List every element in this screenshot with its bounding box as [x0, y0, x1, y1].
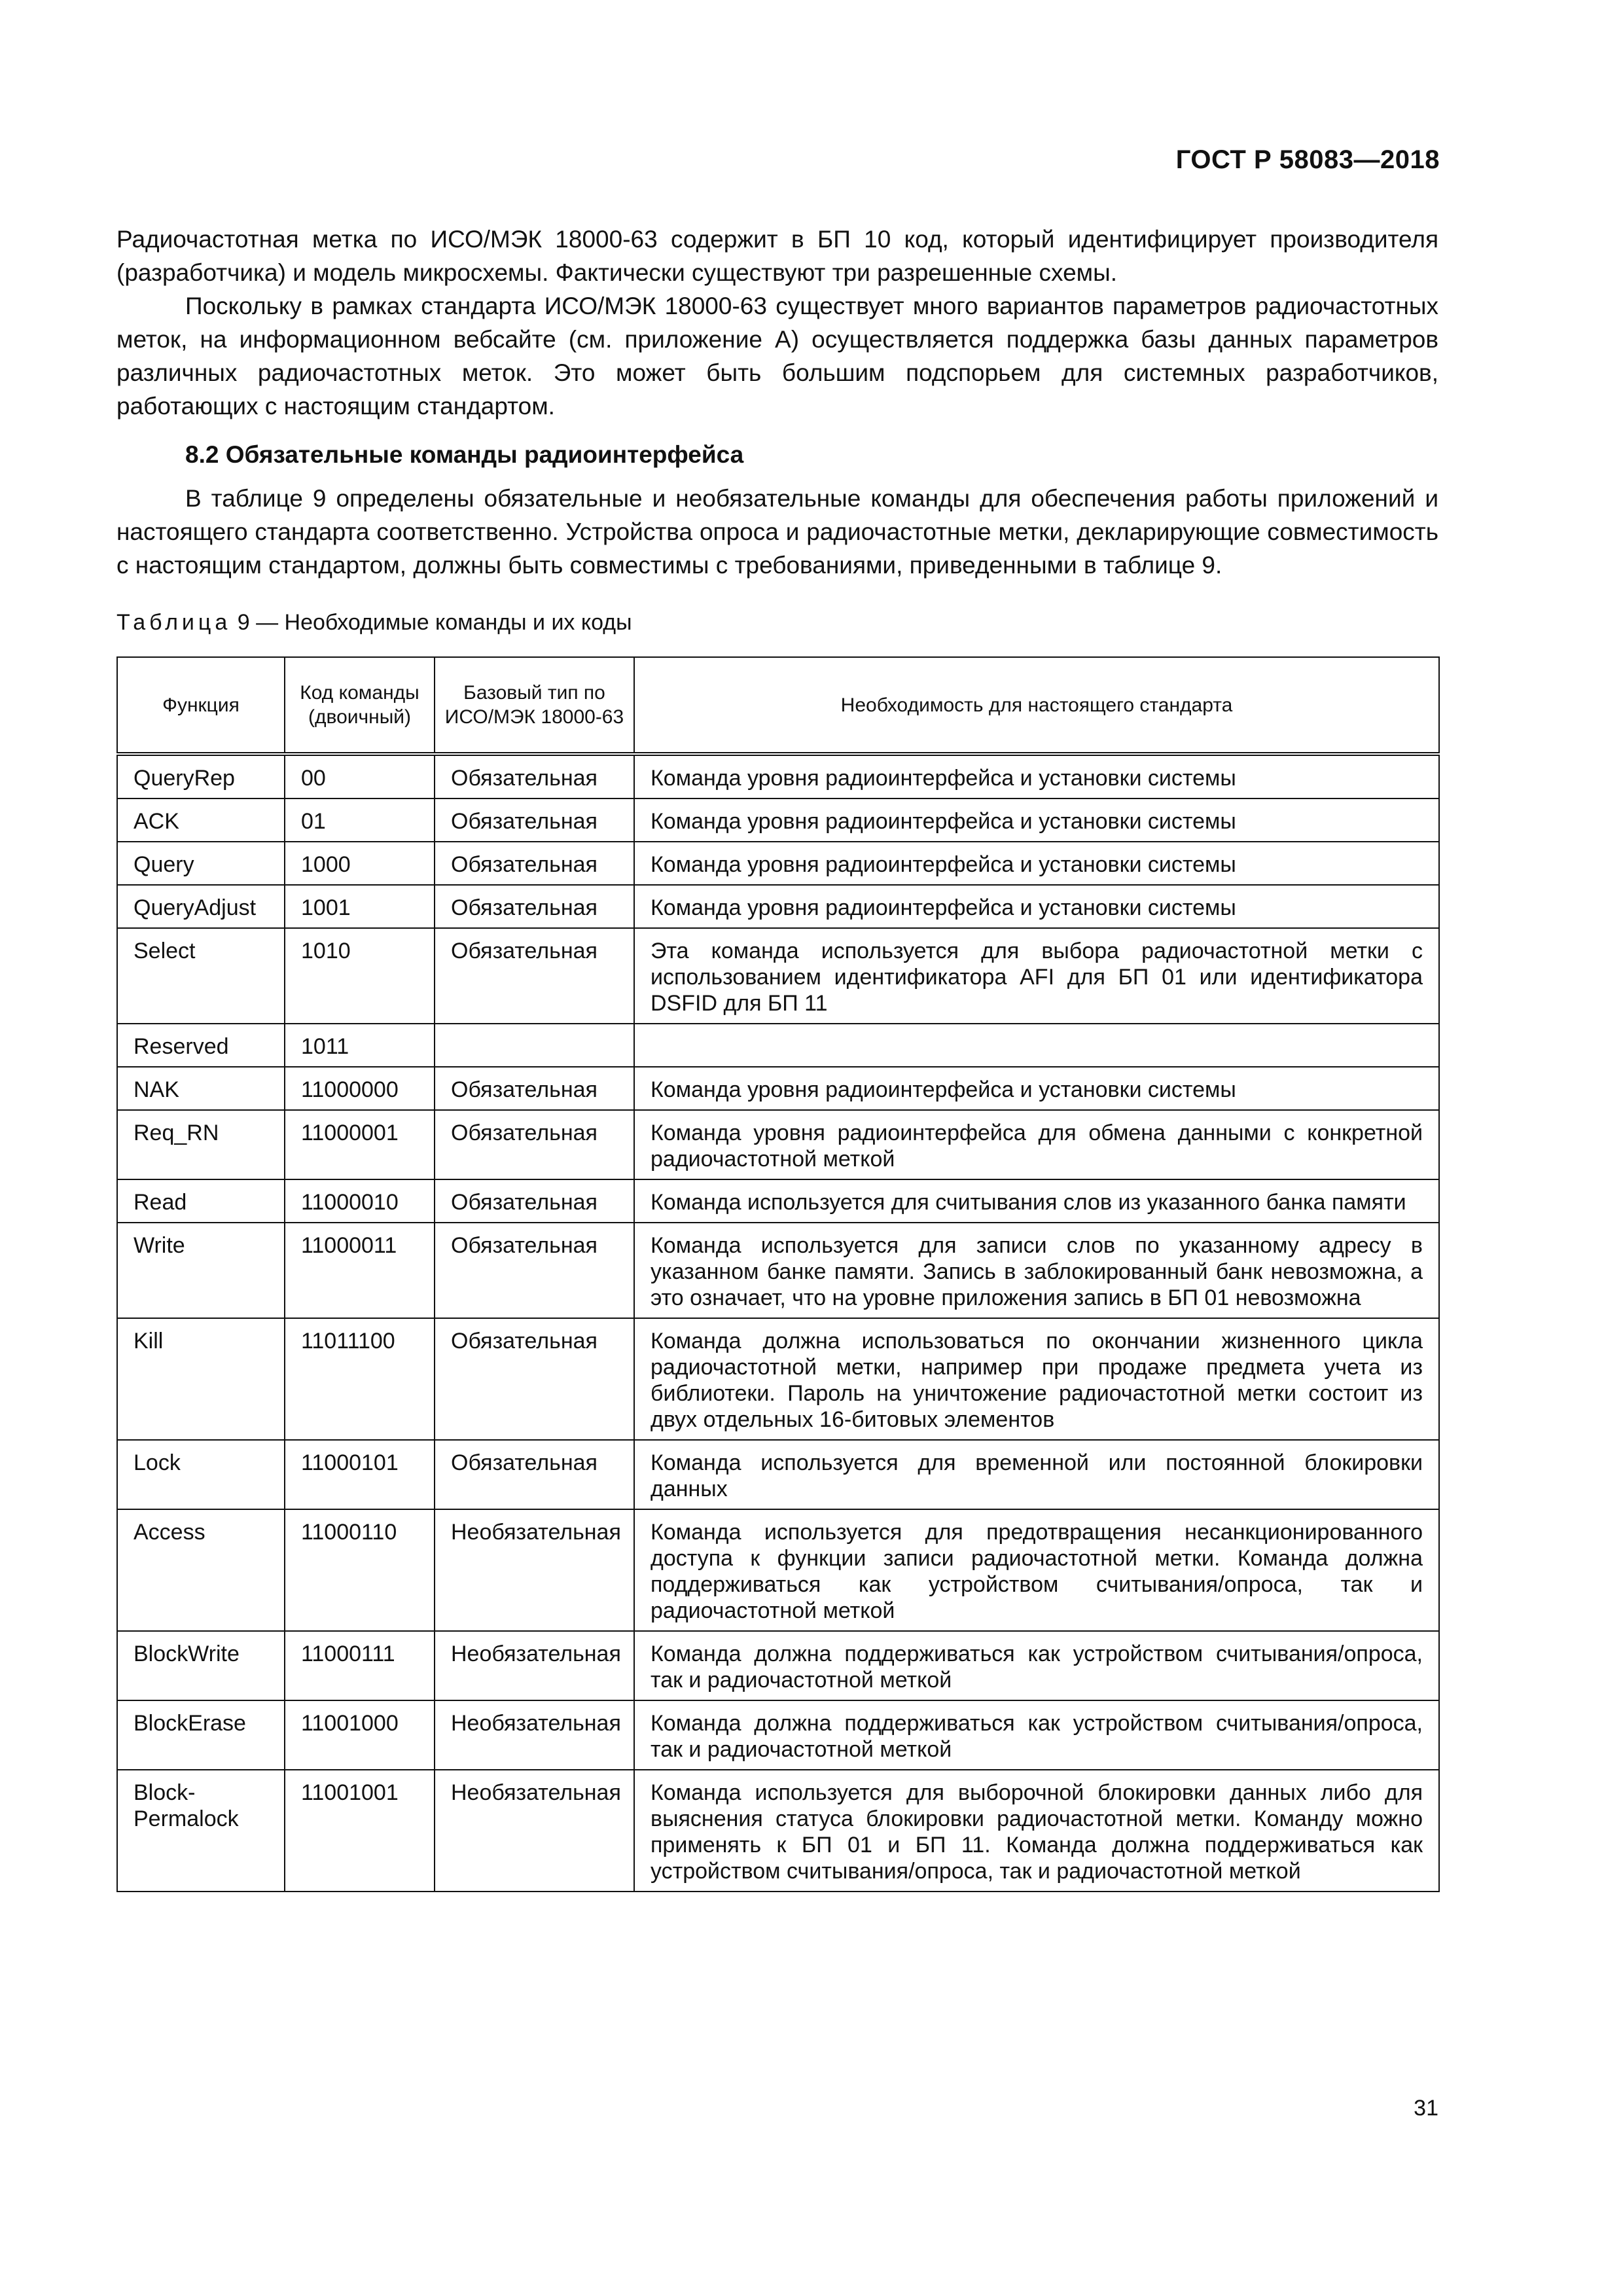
table-row	[117, 1631, 1439, 1700]
cell-requirement	[634, 1024, 1439, 1067]
cell-function: ACK	[117, 798, 285, 842]
cell-type: Обязательная	[435, 1223, 634, 1318]
cell-requirement: Команда уровня радиоинтерфейса и установки системы	[634, 754, 1439, 798]
cell-requirement: Команда используется для считывания слов из указанного банка памяти	[634, 1179, 1439, 1223]
cell-code: 01	[285, 798, 435, 842]
table-row	[117, 1179, 1439, 1223]
cell-function: Access	[117, 1509, 285, 1631]
cell-code: 00	[285, 754, 435, 798]
cell-requirement: Команда должна поддерживаться как устройством считывания/опроса, так и радиочастотной меткой	[634, 1631, 1439, 1700]
cell-code: 11000111	[285, 1631, 435, 1700]
header-code: Код команды (двоичный)	[285, 657, 435, 754]
cell-type: Обязательная	[435, 842, 634, 885]
cell-code: 1001	[285, 885, 435, 928]
table-header-row	[117, 657, 1439, 754]
cell-type: Обязательная	[435, 1067, 634, 1110]
cell-type: Обязательная	[435, 928, 634, 1024]
cell-type: Обязательная	[435, 798, 634, 842]
table-row	[117, 754, 1439, 798]
cell-type: Обязательная	[435, 1318, 634, 1440]
table-row	[117, 928, 1439, 1024]
cell-code: 11000010	[285, 1179, 435, 1223]
cell-function: QueryRep	[117, 754, 285, 798]
cell-requirement: Команда уровня радиоинтерфейса и установки системы	[634, 1067, 1439, 1110]
cell-function: Kill	[117, 1318, 285, 1440]
cell-type: Необязательная	[435, 1509, 634, 1631]
intro-paragraph-2: Поскольку в рамках стандарта ИСО/МЭК 18000-63 существует много вариантов параметров радиочастотных меток, на информационном вебсайте (см. приложение А) осуществляется поддержка базы данных параметров различных радиочастотных меток. Это может быть большим подспорьем для системных разработчиков, работающих с настоящим стандартом.	[116, 293, 1438, 420]
cell-requirement: Команда должна поддерживаться как устройством считывания/опроса, так и радиочастотной меткой	[634, 1700, 1439, 1770]
section-heading: 8.2 Обязательные команды радиоинтерфейса	[185, 441, 744, 468]
table-row	[117, 1770, 1439, 1892]
cell-requirement: Команда уровня радиоинтерфейса и установки системы	[634, 842, 1439, 885]
cell-type: Обязательная	[435, 1179, 634, 1223]
table-row	[117, 1223, 1439, 1318]
cell-requirement: Команда используется для выборочной блокировки данных либо для выяснения статуса блокировки радиочастотной метки. Команду можно применять к БП 01 и БП 11. Команда должна поддерживаться как устройством считывания/опроса, так и радиочастотной меткой	[634, 1770, 1439, 1892]
document-header: ГОСТ Р 58083—2018	[1175, 145, 1440, 174]
table-row	[117, 798, 1439, 842]
table-caption-text: 9 — Необходимые команды и их коды	[231, 610, 632, 635]
cell-requirement: Команда уровня радиоинтерфейса и установки системы	[634, 885, 1439, 928]
table-row	[117, 1067, 1439, 1110]
header-function: Функция	[117, 657, 285, 754]
commands-table	[116, 656, 1440, 1892]
page-content	[116, 223, 1438, 1892]
cell-requirement: Команда уровня радиоинтерфейса и установки системы	[634, 798, 1439, 842]
table-row	[117, 1440, 1439, 1509]
table-row	[117, 1024, 1439, 1067]
cell-type: Необязательная	[435, 1631, 634, 1700]
cell-code: 11000011	[285, 1223, 435, 1318]
cell-function: Req_RN	[117, 1110, 285, 1179]
table-caption	[116, 608, 1438, 637]
cell-type	[435, 1024, 634, 1067]
cell-requirement: Эта команда используется для выбора радиочастотной метки с использованием идентификатора AFI для БП 01 или идентификатора DSFID для БП 11	[634, 928, 1439, 1024]
table-row	[117, 1318, 1439, 1440]
table-row	[117, 842, 1439, 885]
cell-code: 11001000	[285, 1700, 435, 1770]
cell-function: Query	[117, 842, 285, 885]
cell-type: Необязательная	[435, 1770, 634, 1892]
table-row	[117, 1110, 1439, 1179]
cell-code: 11001001	[285, 1770, 435, 1892]
table-caption-label: Таблица	[116, 610, 232, 635]
cell-function: Select	[117, 928, 285, 1024]
cell-code: 1011	[285, 1024, 435, 1067]
table-body	[117, 754, 1439, 1892]
page-number: 31	[1414, 2096, 1438, 2121]
cell-type: Обязательная	[435, 1440, 634, 1509]
cell-code: 11011100	[285, 1318, 435, 1440]
cell-function: Block-Permalock	[117, 1770, 285, 1892]
cell-function: BlockWrite	[117, 1631, 285, 1700]
cell-function: Read	[117, 1179, 285, 1223]
cell-type: Обязательная	[435, 754, 634, 798]
cell-requirement: Команда используется для предотвращения несанкционированного доступа к функции записи радиочастотной метки. Команда должна поддерживаться как устройством считывания/опроса, так и радиочастотной меткой	[634, 1509, 1439, 1631]
cell-function: NAK	[117, 1067, 285, 1110]
header-base-type: Базовый тип по ИСО/МЭК 18000-63	[435, 657, 634, 754]
cell-requirement: Команда уровня радиоинтерфейса для обмена данными с конкретной радиочастотной меткой	[634, 1110, 1439, 1179]
cell-code: 11000000	[285, 1067, 435, 1110]
cell-requirement: Команда используется для записи слов по указанному адресу в указанном банке памяти. Запись в заблокированный банк невозможна, а это означает, что на уровне приложения запись в БП 01 невозможна	[634, 1223, 1439, 1318]
cell-requirement: Команда должна использоваться по окончании жизненного цикла радиочастотной метки, например при продаже предмета учета из библиотеки. Пароль на уничтожение радиочастотной метки состоит из двух отдельных 16-битовых элементов	[634, 1318, 1439, 1440]
cell-code: 1000	[285, 842, 435, 885]
cell-code: 11000101	[285, 1440, 435, 1509]
cell-code: 11000001	[285, 1110, 435, 1179]
cell-code: 11000110	[285, 1509, 435, 1631]
table-row	[117, 1700, 1439, 1770]
cell-type: Обязательная	[435, 1110, 634, 1179]
cell-code: 1010	[285, 928, 435, 1024]
cell-function: Reserved	[117, 1024, 285, 1067]
cell-function: Write	[117, 1223, 285, 1318]
cell-function: QueryAdjust	[117, 885, 285, 928]
cell-requirement: Команда используется для временной или постоянной блокировки данных	[634, 1440, 1439, 1509]
cell-type: Обязательная	[435, 885, 634, 928]
section-paragraph: В таблице 9 определены обязательные и необязательные команды для обеспечения работы приложений и настоящего стандарта соответственно. Устройства опроса и радиочастотные метки, декларирующие совместимость с настоящим стандартом, должны быть совместимы с требованиями, приведенными в таблице 9.	[116, 485, 1438, 579]
header-requirement: Необходимость для настоящего стандарта	[634, 657, 1439, 754]
cell-function: Lock	[117, 1440, 285, 1509]
cell-function: BlockErase	[117, 1700, 285, 1770]
table-row	[117, 885, 1439, 928]
table-row	[117, 1509, 1439, 1631]
cell-type: Необязательная	[435, 1700, 634, 1770]
intro-paragraph-1: Радиочастотная метка по ИСО/МЭК 18000-63 содержит в БП 10 код, который идентифицирует производителя (разработчика) и модель микросхемы. Фактически существуют три разрешенные схемы.	[116, 226, 1438, 286]
